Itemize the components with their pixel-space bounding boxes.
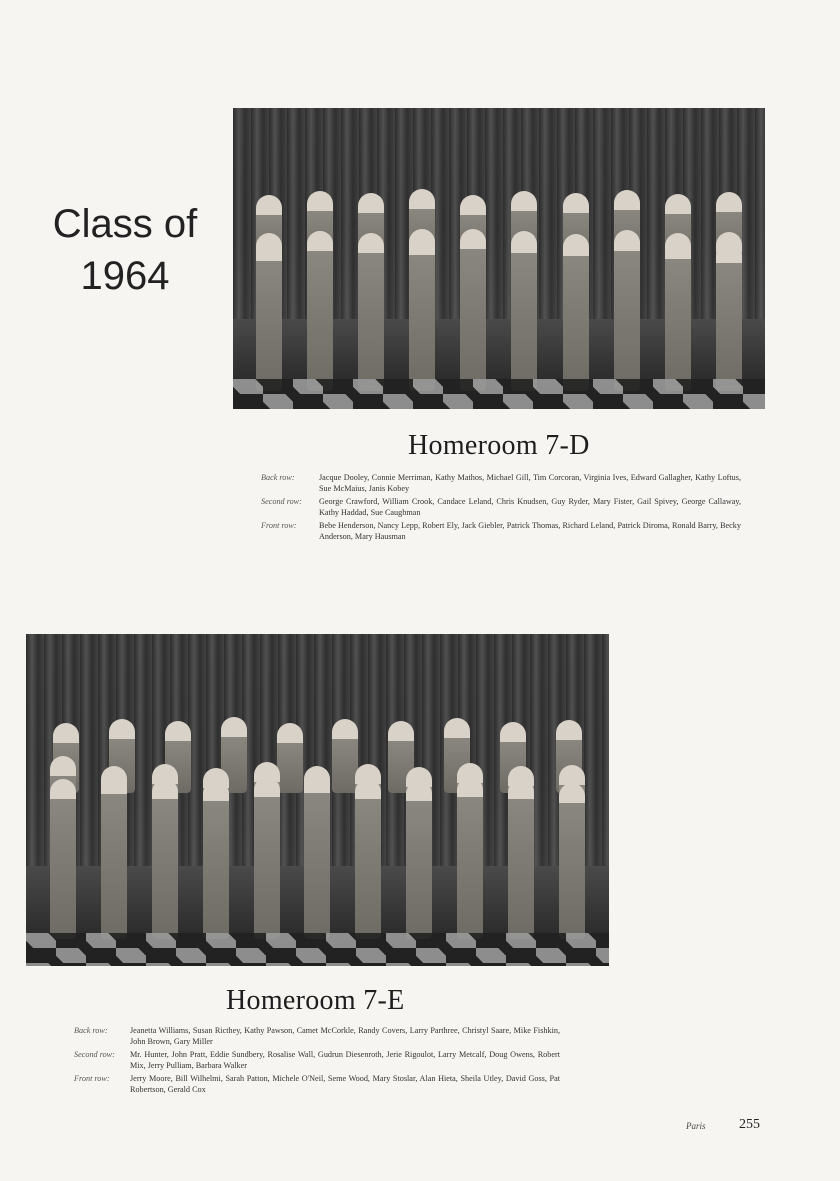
class-title-line1: Class of: [52, 202, 198, 246]
list-item: [261, 473, 741, 494]
row-label: Second row:: [74, 1050, 115, 1060]
row-label: Back row:: [261, 473, 295, 482]
class-title: [30, 198, 220, 302]
photo-front-row: [244, 229, 755, 391]
list-item: [74, 1026, 560, 1047]
row-label: Front row:: [261, 521, 297, 531]
row-names: Jeanetta Williams, Susan Ricthey, Kathy Pawson, Camet McCorkle, Randy Covers, Larry Parthree, Christyl Saare, Mike Fishkin, John Brown, Gary Miller: [130, 1026, 560, 1046]
class-title-line2: 1964: [80, 254, 170, 298]
list-item: [74, 1074, 560, 1095]
page-number: 255: [739, 1117, 760, 1132]
row-names: Jacque Dooley, Connie Merriman, Kathy Mathos, Michael Gill, Tim Corcoran, Virginia Ives, Edward Gallagher, Kathy Loftus, Sue McMaius, Janis Kobey: [319, 473, 741, 493]
row-names: Mr. Hunter, John Pratt, Eddie Sundbery, Rosalise Wall, Gudrun Diesenroth, Jerie Rigoulot, Larry Metcalf, Doug Owens, Robert Mix, Jerry Pulliam, Barbara Walker: [130, 1050, 560, 1070]
row-label: Back row:: [74, 1026, 108, 1035]
homeroom-7d-title: Homeroom 7-D: [408, 430, 590, 461]
footer-school-name: Paris: [686, 1121, 706, 1131]
photo-front-row: [38, 773, 598, 939]
row-label: Front row:: [74, 1074, 110, 1084]
list-item: [74, 1050, 560, 1071]
homeroom-7d-names: [261, 473, 741, 546]
row-names: George Crawford, William Crook, Candace Leland, Chris Knudsen, Guy Ryder, Mary Fister, Gail Spivey, George Callaway, Kathy Haddad, Sue Caughman: [319, 497, 741, 517]
homeroom-7d-photo: [233, 108, 765, 409]
row-names: Jerry Moore, Bill Wilhelmi, Sarah Patton, Michele O'Neil, Seme Wood, Mary Stoslar, Alan Hieta, Sheila Utley, David Goss, Pat Robertson, Gerald Cox: [130, 1074, 560, 1094]
homeroom-7e-photo: [26, 634, 609, 966]
homeroom-7e-names: [74, 1026, 560, 1099]
list-item: [261, 497, 741, 518]
row-names: Bebe Henderson, Nancy Lepp, Robert Ely, Jack Giebler, Patrick Thomas, Richard Leland, Patrick Diroma, Ronald Barry, Becky Anderson, Mary Hausman: [319, 521, 741, 541]
homeroom-7e-title: Homeroom 7-E: [226, 985, 405, 1016]
row-label: Second row:: [261, 497, 302, 507]
list-item: [261, 521, 741, 542]
